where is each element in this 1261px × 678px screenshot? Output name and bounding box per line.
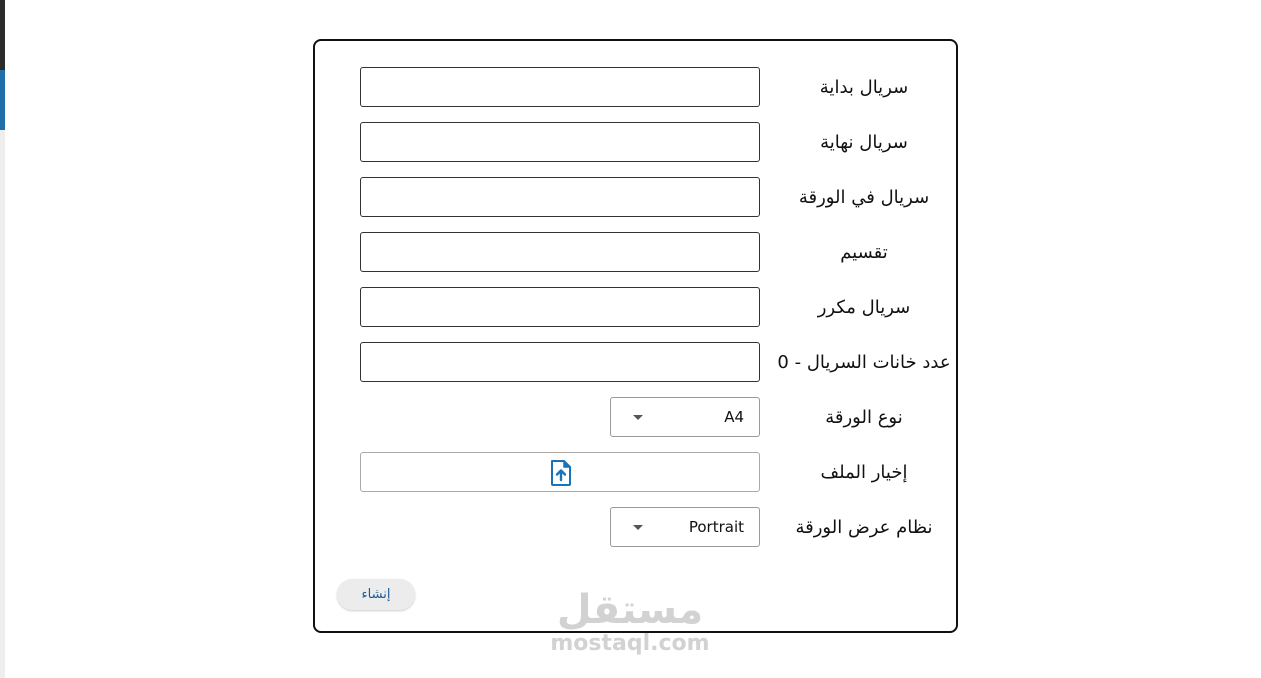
mostaql-watermark [545, 588, 715, 656]
file-picker-button[interactable] [360, 452, 760, 492]
division-label: تقسيم [840, 242, 888, 263]
chevron-down-icon [633, 415, 643, 420]
orientation-label: نظام عرض الورقة [795, 517, 933, 538]
serial-digits-input[interactable] [360, 342, 760, 382]
serial-digits-label: عدد خانات السريال - 0 [777, 352, 951, 373]
file-picker-label: إخيار الملف [820, 462, 908, 483]
end-serial-label: سريال نهاية [820, 132, 908, 153]
serials-per-page-input[interactable] [360, 177, 760, 217]
file-upload-icon [550, 460, 572, 486]
watermark-latin: mostaql.com [550, 631, 710, 656]
start-serial-label: سريال بداية [819, 77, 909, 98]
chevron-down-icon [633, 525, 643, 530]
paper-type-select[interactable] [610, 397, 760, 437]
paper-type-value: A4 [724, 408, 744, 426]
division-input[interactable] [360, 232, 760, 272]
repeated-serial-input[interactable] [360, 287, 760, 327]
repeated-serial-label: سريال مكرر [817, 297, 911, 318]
watermark-arabic: مستقل [556, 587, 704, 633]
window-edge-dark [0, 0, 5, 70]
paper-type-label: نوع الورقة [825, 407, 903, 428]
serials-per-page-label: سريال في الورقة [798, 187, 930, 208]
start-serial-input[interactable] [360, 67, 760, 107]
create-button[interactable]: إنشاء [337, 579, 415, 610]
orientation-value: Portrait [688, 518, 744, 536]
orientation-select[interactable] [610, 507, 760, 547]
window-edge-accent [0, 70, 5, 130]
end-serial-input[interactable] [360, 122, 760, 162]
